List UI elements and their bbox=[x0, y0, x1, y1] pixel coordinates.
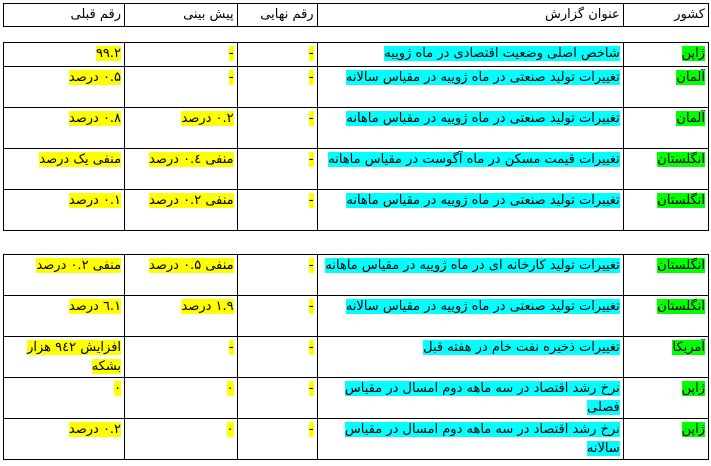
country-cell bbox=[623, 419, 708, 460]
report-title-cell bbox=[317, 43, 623, 67]
previous-value-text: ۰.۸ درصد bbox=[68, 111, 122, 126]
previous-value-cell bbox=[4, 378, 125, 419]
forecast-value-text: منفی ۰.۵ درصد bbox=[149, 258, 234, 273]
forecast-value-cell bbox=[125, 337, 238, 378]
header-table bbox=[3, 3, 709, 27]
report-title-cell bbox=[317, 419, 623, 460]
final-value-text: - bbox=[308, 152, 314, 167]
report-title-text: تغییرات تولید صنعتی در ماه ژوییه در مقیاس سالانه bbox=[345, 70, 620, 85]
country-text: آلمان bbox=[676, 70, 705, 85]
country-cell bbox=[623, 67, 708, 108]
table-row bbox=[4, 378, 709, 419]
forecast-value-text: ۰ bbox=[226, 381, 234, 396]
country-cell bbox=[623, 149, 708, 190]
forecast-value-cell bbox=[125, 67, 238, 108]
previous-value-cell bbox=[4, 296, 125, 337]
header-title: عنوان گزارش bbox=[317, 4, 623, 27]
table-row bbox=[4, 419, 709, 460]
final-value-text: - bbox=[308, 70, 314, 85]
previous-value-text: ۰.۱ درصد bbox=[68, 193, 122, 208]
report-title-cell bbox=[317, 67, 623, 108]
report-title-text: تغییرات تولید صنعتی در ماه ژوییه در مقیاس سالانه bbox=[345, 299, 620, 314]
previous-value-text: ۰.۵ درصد bbox=[68, 70, 122, 85]
forecast-value-text: ۰.۲ درصد bbox=[181, 111, 234, 126]
forecast-value-text: منفی ۰.٤ درصد bbox=[149, 152, 234, 167]
table-row bbox=[4, 43, 709, 67]
country-text: انگلستان bbox=[657, 193, 705, 208]
header-country: کشور bbox=[623, 4, 708, 27]
country-cell bbox=[623, 337, 708, 378]
data-table-2 bbox=[3, 254, 709, 460]
forecast-value-text: - bbox=[228, 46, 234, 61]
previous-value-cell bbox=[4, 419, 125, 460]
final-value-cell bbox=[237, 108, 317, 149]
previous-value-cell bbox=[4, 108, 125, 149]
final-value-cell bbox=[237, 190, 317, 231]
report-title-text: تغییرات تولید صنعتی در ماه ژوییه در مقیاس ماهانه bbox=[346, 193, 620, 208]
forecast-value-cell bbox=[125, 108, 238, 149]
forecast-value-cell bbox=[125, 43, 238, 67]
data-table-1 bbox=[3, 42, 709, 231]
previous-value-cell bbox=[4, 149, 125, 190]
final-value-text: - bbox=[308, 111, 314, 126]
previous-value-text: ۱.٦ درصد bbox=[68, 299, 122, 314]
country-text: انگلستان bbox=[657, 258, 705, 273]
country-text: ژاپن bbox=[681, 46, 705, 61]
report-title-text: شاخص اصلی وضعیت اقتصادی در ماه ژوییه bbox=[384, 46, 620, 61]
forecast-value-cell bbox=[125, 296, 238, 337]
country-text: انگلستان bbox=[657, 152, 705, 167]
table-row bbox=[4, 255, 709, 296]
header-final: رقم نهایی bbox=[237, 4, 317, 27]
final-value-cell bbox=[237, 255, 317, 296]
forecast-value-text: - bbox=[228, 340, 234, 355]
final-value-text: - bbox=[308, 258, 314, 273]
previous-value-cell bbox=[4, 43, 125, 67]
country-text: آمریکا bbox=[672, 340, 705, 355]
forecast-value-text: ۰ bbox=[226, 422, 234, 437]
country-cell bbox=[623, 296, 708, 337]
country-cell bbox=[623, 190, 708, 231]
forecast-value-text: - bbox=[228, 70, 234, 85]
country-text: ژاپن bbox=[681, 422, 705, 437]
final-value-text: - bbox=[308, 381, 314, 396]
report-title-cell bbox=[317, 296, 623, 337]
previous-value-text: منفی یک درصد bbox=[39, 152, 122, 167]
table-row bbox=[4, 190, 709, 231]
previous-value-cell bbox=[4, 255, 125, 296]
final-value-text: - bbox=[308, 340, 314, 355]
table-row bbox=[4, 149, 709, 190]
country-cell bbox=[623, 43, 708, 67]
report-title-text: تغییرات ذخیره نفت خام در هفته قبل bbox=[423, 340, 620, 355]
report-title-text: نرخ رشد اقتصاد در سه ماهه دوم امسال در مقیاس فصلی bbox=[344, 381, 620, 415]
previous-value-text: ۰ bbox=[114, 381, 122, 396]
previous-value-cell bbox=[4, 67, 125, 108]
report-title-cell bbox=[317, 255, 623, 296]
forecast-value-cell bbox=[125, 378, 238, 419]
final-value-cell bbox=[237, 149, 317, 190]
previous-value-text: ۰.۲ درصد bbox=[68, 422, 122, 437]
previous-value-cell bbox=[4, 190, 125, 231]
header-row bbox=[4, 4, 709, 27]
final-value-cell bbox=[237, 337, 317, 378]
report-title-text: تغییرات تولید کارخانه ای در ماه ژوییه در مقیاس ماهانه bbox=[325, 258, 620, 273]
forecast-value-text: منفی ۰.۲ درصد bbox=[149, 193, 234, 208]
final-value-cell bbox=[237, 43, 317, 67]
report-title-text: تغییرات قیمت مسکن در ماه آگوست در مقیاس ماهانه bbox=[328, 152, 620, 167]
final-value-cell bbox=[237, 67, 317, 108]
final-value-cell bbox=[237, 419, 317, 460]
table-row bbox=[4, 296, 709, 337]
forecast-value-cell bbox=[125, 419, 238, 460]
previous-value-text: ۹۹.۲ bbox=[95, 46, 122, 61]
final-value-cell bbox=[237, 378, 317, 419]
forecast-value-cell bbox=[125, 255, 238, 296]
final-value-text: - bbox=[308, 299, 314, 314]
country-text: انگلستان bbox=[657, 299, 705, 314]
previous-value-text: افزایش ۹٤۲ هزار بشکه bbox=[27, 340, 122, 374]
country-cell bbox=[623, 378, 708, 419]
header-forecast: پیش بینی bbox=[125, 4, 238, 27]
final-value-text: - bbox=[308, 46, 314, 61]
country-cell bbox=[623, 108, 708, 149]
forecast-value-text: ۱.۹ درصد bbox=[181, 299, 234, 314]
previous-value-text: منفی ۰.۲ درصد bbox=[36, 258, 122, 273]
previous-value-cell bbox=[4, 337, 125, 378]
final-value-text: - bbox=[308, 193, 314, 208]
forecast-value-cell bbox=[125, 190, 238, 231]
header-previous: رقم قبلی bbox=[4, 4, 125, 27]
report-title-cell bbox=[317, 108, 623, 149]
report-title-cell bbox=[317, 337, 623, 378]
report-title-text: نرخ رشد اقتصاد در سه ماهه دوم امسال در مقیاس سالانه bbox=[344, 422, 620, 456]
forecast-value-cell bbox=[125, 149, 238, 190]
final-value-text: - bbox=[308, 422, 314, 437]
table-row bbox=[4, 337, 709, 378]
table-row bbox=[4, 67, 709, 108]
report-title-text: تغییرات تولید صنعتی در ماه ژوییه در مقیاس ماهانه bbox=[346, 111, 620, 126]
country-text: آلمان bbox=[676, 111, 705, 126]
country-text: ژاپن bbox=[681, 381, 705, 396]
report-title-cell bbox=[317, 149, 623, 190]
country-cell bbox=[623, 255, 708, 296]
report-title-cell bbox=[317, 378, 623, 419]
table-row bbox=[4, 108, 709, 149]
report-title-cell bbox=[317, 190, 623, 231]
final-value-cell bbox=[237, 296, 317, 337]
